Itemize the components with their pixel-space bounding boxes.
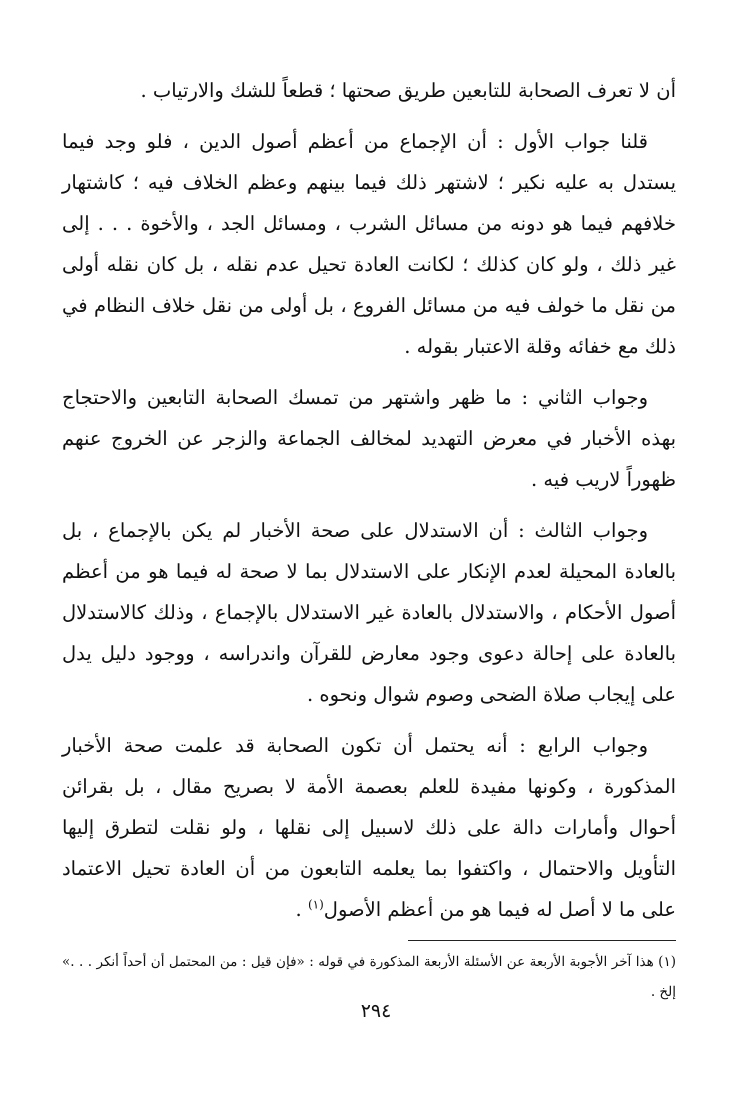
paragraph-intro: أن لا تعرف الصحابة للتابعين طريق صحتها ؛ قطعاً للشك والارتياب . bbox=[140, 79, 676, 102]
paragraph-answer-first: قلنا جواب الأول : أن الإجماع من أعظم أصول الدين ، فلو وجد فيما يستدل به عليه نكير ؛ لاشتهر ذلك فيما بينهم وعظم الخلاف فيه ؛ كاشتهار خلافهم فيما هو دونه من مسائل الشرب ، ومسائل الجد ، والأخوة . . . إلى غير ذلك ، ولو كان كذلك ؛ لكانت العادة تحيل عدم نقله ، بل كان نقله أولى من نقل ما خولف فيه من مسائل الفروع ، بل أولى من نقل خلاف النظام في ذلك مع خفائه وقلة الاعتبار بقوله . bbox=[62, 130, 676, 358]
paragraph-answer-fourth-end: . bbox=[295, 898, 308, 921]
paragraph-answer-fourth bbox=[62, 725, 676, 930]
page-number: ٢٩٤ bbox=[360, 1000, 392, 1022]
footnote-divider bbox=[408, 940, 676, 941]
paragraph-answer-third: وجواب الثالث : أن الاستدلال على صحة الأخبار لم يكن بالإجماع ، بل بالعادة المحيلة لعدم الإنكار على الاستدلال بما لا صحة له فيما هو من أعظم أصول الأحكام ، والاستدلال بالعادة غير الاستدلال بالإجماع ، وذلك كالاستدلال بالعادة على إحالة دعوى وجود معارض للقرآن واندراسه ، ووجود دليل يدل على إيجاب صلاة الضحى وصوم شوال ونحوه . bbox=[62, 519, 676, 706]
footnote: (١) هذا آخر الأجوبة الأربعة عن الأسئلة الأربعة المذكورة في قوله : «فإن قيل : من المحتمل أن أحداً أنكر . . .» إلخ . bbox=[62, 954, 676, 1000]
paragraph-answer-second: وجواب الثاني : ما ظهر واشتهر من تمسك الصحابة التابعين والاحتجاج بهذه الأخبار في معرض التهديد لمخالف الجماعة والزجر عن الخروج عنهم ظهوراً لاريب فيه . bbox=[62, 386, 676, 491]
footnote-reference: (١) bbox=[307, 897, 324, 912]
paragraph-answer-fourth-text: وجواب الرابع : أنه يحتمل أن تكون الصحابة قد علمت صحة الأخبار المذكورة ، وكونها مفيدة للعلم بعصمة الأمة لا بصريح مقال ، بل بقرائن أحوال وأمارات دالة على ذلك لاسبيل إلى نقلها ، ولو نقلت لتطرق إليها التأويل والاحتمال ، واكتفوا بما يعلمه التابعون من أن العادة تحيل الاعتماد على ما لا أصل له فيما هو من أعظم الأصول bbox=[62, 734, 676, 921]
